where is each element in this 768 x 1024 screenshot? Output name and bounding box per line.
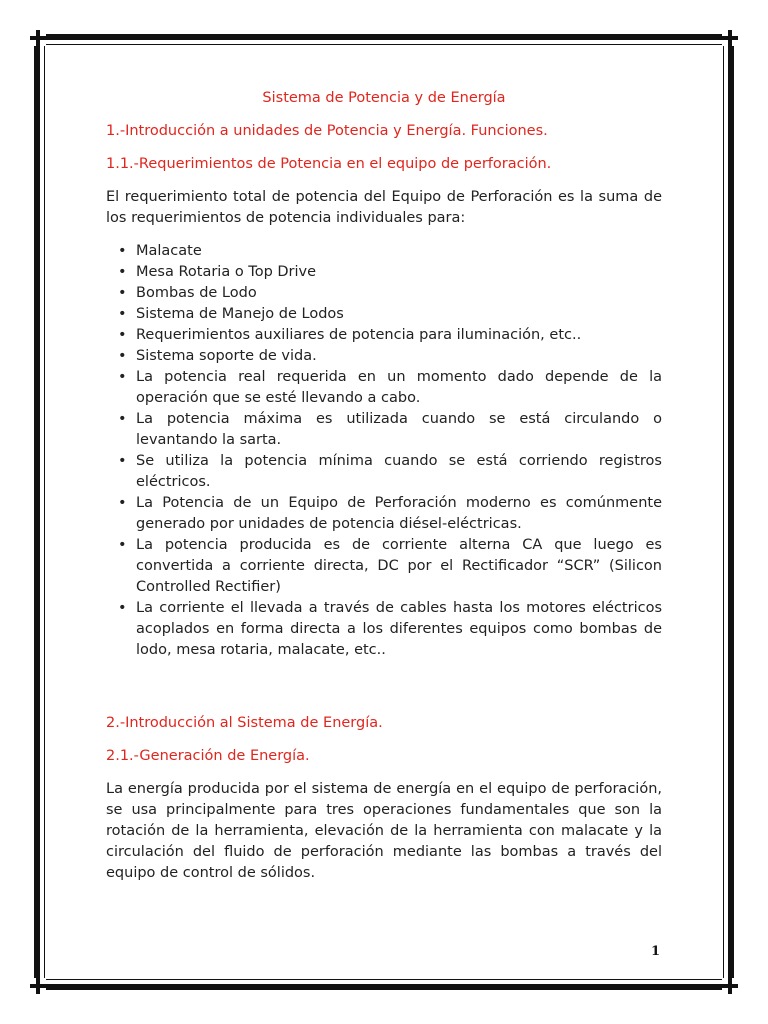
page-content [106, 88, 662, 896]
list-item: • La potencia real requerida en un momento dado depende de la operación que se esté llevando a cabo. [124, 367, 662, 409]
border-corner-bottom-right [722, 978, 738, 994]
section-2-1-heading: 2.1.-Generación de Energía. [106, 748, 310, 764]
list-item: • La Potencia de un Equipo de Perforación moderno es comúnmente generado por unidades de potencia diésel-eléctricas. [124, 493, 662, 535]
list-item: • La potencia máxima es utilizada cuando se está circulando o levantando la sarta. [124, 409, 662, 451]
border-corner-top-left [30, 30, 46, 46]
power-requirements-list [106, 241, 662, 661]
document-title: Sistema de Potencia y de Energía [262, 90, 506, 106]
list-item: • Sistema soporte de vida. [124, 346, 662, 367]
section-1-heading: 1.-Introducción a unidades de Potencia y Energía. Funciones. [106, 123, 548, 139]
list-item: • Se utiliza la potencia mínima cuando se está corriendo registros eléctricos. [124, 451, 662, 493]
border-corner-bottom-left [30, 978, 46, 994]
list-item: • Mesa Rotaria o Top Drive [124, 262, 662, 283]
border-corner-top-right [722, 30, 738, 46]
section-1-1-heading: 1.1.-Requerimientos de Potencia en el equipo de perforación. [106, 156, 552, 172]
list-item: • Malacate [124, 241, 662, 262]
section-spacer [106, 673, 662, 713]
section-2-heading: 2.-Introducción al Sistema de Energía. [106, 715, 383, 731]
list-item: • La corriente el llevada a través de cables hasta los motores eléctricos acoplados en forma directa a los diferentes equipos como bombas de lodo, mesa rotaria, malacate, etc.. [124, 598, 662, 661]
page-number: 1 [650, 944, 660, 959]
section-2-1-paragraph: La energía producida por el sistema de energía en el equipo de perforación, se usa principalmente para tres operaciones fundamentales que son la rotación de la herramienta, elevación de la herramienta con malacate y la circulación del fluido de perforación mediante las bombas a través del equipo de control de sólidos. [106, 781, 662, 881]
list-item: • La potencia producida es de corriente alterna CA que luego es convertida a corriente directa, DC por el Rectificador “SCR” (Silicon Controlled Rectifier) [124, 535, 662, 598]
list-item: • Bombas de Lodo [124, 283, 662, 304]
section-1-1-paragraph: El requerimiento total de potencia del Equipo de Perforación es la suma de los requerimientos de potencia individuales para: [106, 189, 662, 226]
list-item: • Sistema de Manejo de Lodos [124, 304, 662, 325]
list-item: • Requerimientos auxiliares de potencia para iluminación, etc.. [124, 325, 662, 346]
